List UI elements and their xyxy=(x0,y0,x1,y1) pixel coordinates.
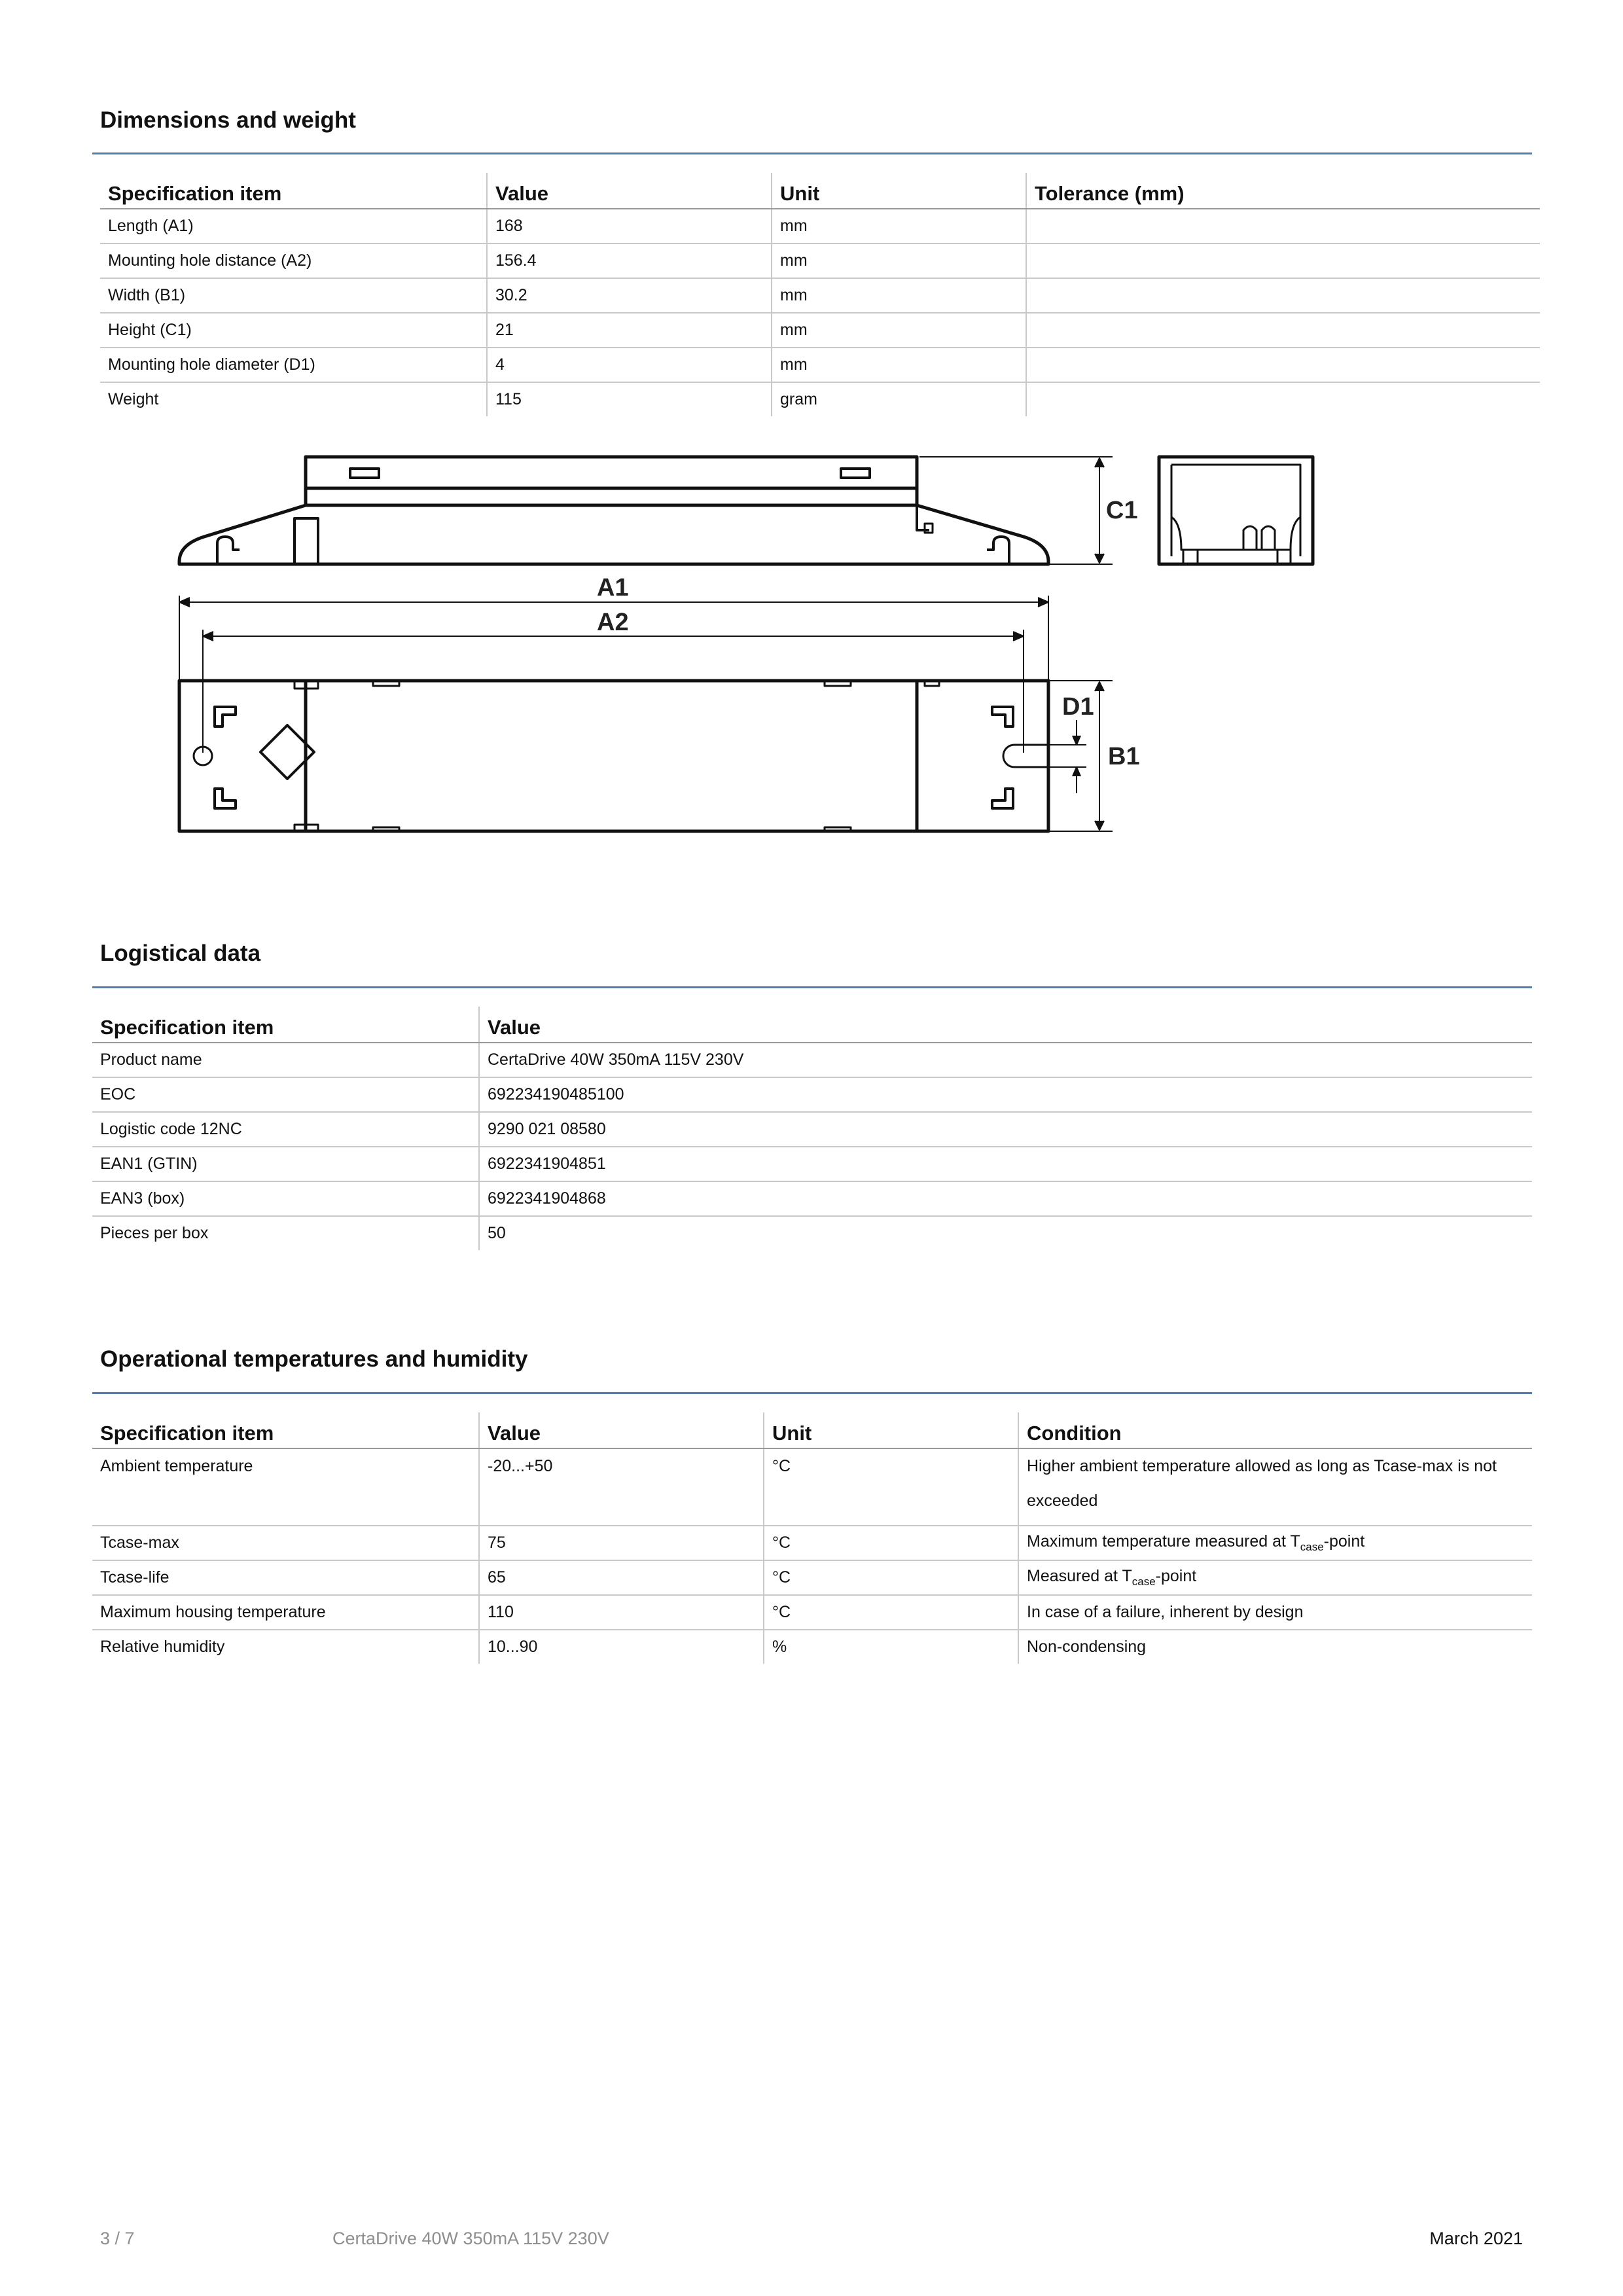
arrow xyxy=(1095,682,1104,691)
column-header: Specification item xyxy=(92,1007,479,1043)
arrow xyxy=(179,598,190,607)
condition-text: -point xyxy=(1155,1567,1197,1585)
table-cell: Width (B1) xyxy=(100,278,487,313)
table-cell: Ambient temperature xyxy=(92,1448,479,1526)
table-cell: Tcase-life xyxy=(92,1560,479,1595)
side-view-slot xyxy=(350,469,379,478)
table-cell: °C xyxy=(764,1595,1018,1630)
column-header: Unit xyxy=(772,173,1026,209)
table-cell: 6922341904851 xyxy=(479,1147,1532,1181)
side-view-clip xyxy=(294,518,318,564)
section-title-logistical: Logistical data xyxy=(100,941,261,966)
drawing-label-a2: A2 xyxy=(597,609,629,636)
table-row xyxy=(92,1560,1532,1595)
condition-text: exceeded xyxy=(1027,1492,1098,1510)
column-header: Specification item xyxy=(100,173,487,209)
table-cell: 75 xyxy=(479,1526,764,1560)
table-cell xyxy=(1026,243,1540,278)
table-cell xyxy=(1018,1448,1532,1526)
table-row xyxy=(92,1630,1532,1664)
table-cell: mm xyxy=(772,243,1026,278)
arrow xyxy=(1038,598,1048,607)
condition-text: Higher ambient temperature allowed as long as Tcase-max is not xyxy=(1027,1457,1497,1475)
table-cell: Mounting hole diameter (D1) xyxy=(100,348,487,382)
table-cell: mm xyxy=(772,348,1026,382)
table-cell: °C xyxy=(764,1526,1018,1560)
table-cell: CertaDrive 40W 350mA 115V 230V xyxy=(479,1043,1532,1077)
side-view-hook xyxy=(987,537,1009,564)
condition-text: Maximum temperature measured at T xyxy=(1027,1532,1300,1551)
top-view-hook xyxy=(992,707,1013,726)
table-row xyxy=(92,1112,1532,1147)
table-cell: 168 xyxy=(487,209,772,243)
table-cell: 9290 021 08580 xyxy=(479,1112,1532,1147)
table-cell: Tcase-max xyxy=(92,1526,479,1560)
table-row xyxy=(92,1181,1532,1216)
arrow xyxy=(203,632,213,641)
table-cell: 4 xyxy=(487,348,772,382)
table-cell: mm xyxy=(772,278,1026,313)
column-header: Value xyxy=(479,1412,764,1448)
arrow xyxy=(1073,736,1080,745)
table-cell: mm xyxy=(772,313,1026,348)
table-row xyxy=(100,278,1540,313)
top-view-hook xyxy=(215,707,236,726)
table-cell: -20...+50 xyxy=(479,1448,764,1526)
table-cell: Logistic code 12NC xyxy=(92,1112,479,1147)
table-cell: 115 xyxy=(487,382,772,416)
table-row xyxy=(100,382,1540,416)
table-row xyxy=(100,209,1540,243)
drawing-label-d1: D1 xyxy=(1062,693,1094,721)
table-cell xyxy=(1026,382,1540,416)
arrow xyxy=(1073,767,1080,776)
column-header: Condition xyxy=(1018,1412,1532,1448)
column-header: Value xyxy=(487,173,772,209)
table-header-row xyxy=(92,1007,1532,1043)
condition-text: -point xyxy=(1323,1532,1365,1551)
drawing-label-b1: B1 xyxy=(1108,743,1140,770)
table-cell: EAN3 (box) xyxy=(92,1181,479,1216)
table-cell xyxy=(1026,278,1540,313)
table-row xyxy=(100,243,1540,278)
mounting-slot xyxy=(1003,745,1048,767)
arrow xyxy=(1095,821,1104,830)
table-cell xyxy=(1026,348,1540,382)
column-header: Value xyxy=(479,1007,1532,1043)
table-cell: °C xyxy=(764,1448,1018,1526)
table-cell: Non-condensing xyxy=(1018,1630,1532,1664)
drawing-label-a1: A1 xyxy=(597,574,629,601)
section-title-operational: Operational temperatures and humidity xyxy=(100,1346,528,1372)
table-cell: EOC xyxy=(92,1077,479,1112)
subscript: case xyxy=(1132,1575,1156,1588)
table-row xyxy=(100,313,1540,348)
table-cell: 65 xyxy=(479,1560,764,1595)
drawing-label-c1: C1 xyxy=(1106,497,1138,524)
section-rule-dimensions xyxy=(92,152,1532,154)
table-row xyxy=(92,1526,1532,1560)
arrow xyxy=(1095,554,1104,563)
table-header-row xyxy=(92,1412,1532,1448)
table-cell: 156.4 xyxy=(487,243,772,278)
column-header: Unit xyxy=(764,1412,1018,1448)
table-row xyxy=(92,1595,1532,1630)
condition-text: Measured at T xyxy=(1027,1567,1132,1585)
table-cell: Height (C1) xyxy=(100,313,487,348)
table-cell xyxy=(1026,313,1540,348)
side-view-body xyxy=(306,457,917,488)
table-cell: Product name xyxy=(92,1043,479,1077)
table-cell: 692234190485100 xyxy=(479,1077,1532,1112)
end-view-feet xyxy=(1183,550,1291,564)
table-cell xyxy=(1026,209,1540,243)
table-cell: In case of a failure, inherent by design xyxy=(1018,1595,1532,1630)
column-header: Tolerance (mm) xyxy=(1026,173,1540,209)
table-cell: 110 xyxy=(479,1595,764,1630)
table-cell: Relative humidity xyxy=(100,1638,225,1656)
table-cell: °C xyxy=(764,1560,1018,1595)
side-view-base xyxy=(306,488,917,505)
logistical-table xyxy=(92,1007,1532,1250)
section-rule-logistical xyxy=(92,986,1532,988)
top-view-hook xyxy=(992,789,1013,808)
section-rule-operational xyxy=(92,1392,1532,1394)
end-view-bumps xyxy=(1243,526,1275,550)
side-view-slot xyxy=(841,469,870,478)
footer-product-name: CertaDrive 40W 350mA 115V 230V xyxy=(332,2229,609,2248)
section-title-dimensions: Dimensions and weight xyxy=(100,107,356,133)
table-row xyxy=(92,1043,1532,1077)
top-view-tabs xyxy=(294,681,939,831)
table-cell: mm xyxy=(772,209,1026,243)
table-cell: 10...90 xyxy=(479,1630,764,1664)
table-cell: 50 xyxy=(479,1216,1532,1250)
side-view-hook xyxy=(217,537,240,564)
table-cell: 6922341904868 xyxy=(479,1181,1532,1216)
table-cell xyxy=(1018,1526,1532,1560)
subscript: case xyxy=(1300,1541,1324,1553)
table-cell: Mounting hole distance (A2) xyxy=(100,243,487,278)
table-cell: Pieces per box xyxy=(100,1224,209,1242)
footer-date: March 2021 xyxy=(1429,2229,1523,2248)
dimension-drawing xyxy=(170,445,1335,844)
table-cell: Maximum housing temperature xyxy=(92,1595,479,1630)
arrow xyxy=(1013,632,1024,641)
table-row xyxy=(92,1448,1532,1526)
table-cell: Weight xyxy=(108,390,159,408)
table-cell xyxy=(1018,1560,1532,1595)
table-cell: gram xyxy=(772,382,1026,416)
table-row xyxy=(92,1216,1532,1250)
table-row xyxy=(92,1077,1532,1112)
table-cell: 21 xyxy=(487,313,772,348)
table-row xyxy=(92,1147,1532,1181)
end-view-inner xyxy=(1171,465,1300,556)
column-header: Specification item xyxy=(92,1412,479,1448)
operational-table xyxy=(92,1412,1532,1664)
table-cell: EAN1 (GTIN) xyxy=(92,1147,479,1181)
table-cell: Length (A1) xyxy=(100,209,487,243)
table-row xyxy=(100,348,1540,382)
top-view-hook xyxy=(215,789,236,808)
dimensions-table xyxy=(100,173,1540,416)
table-header-row xyxy=(100,173,1540,209)
table-cell: 30.2 xyxy=(487,278,772,313)
table-cell: % xyxy=(764,1630,1018,1664)
arrow xyxy=(1095,458,1104,467)
footer-page-number: 3 / 7 xyxy=(100,2229,135,2248)
